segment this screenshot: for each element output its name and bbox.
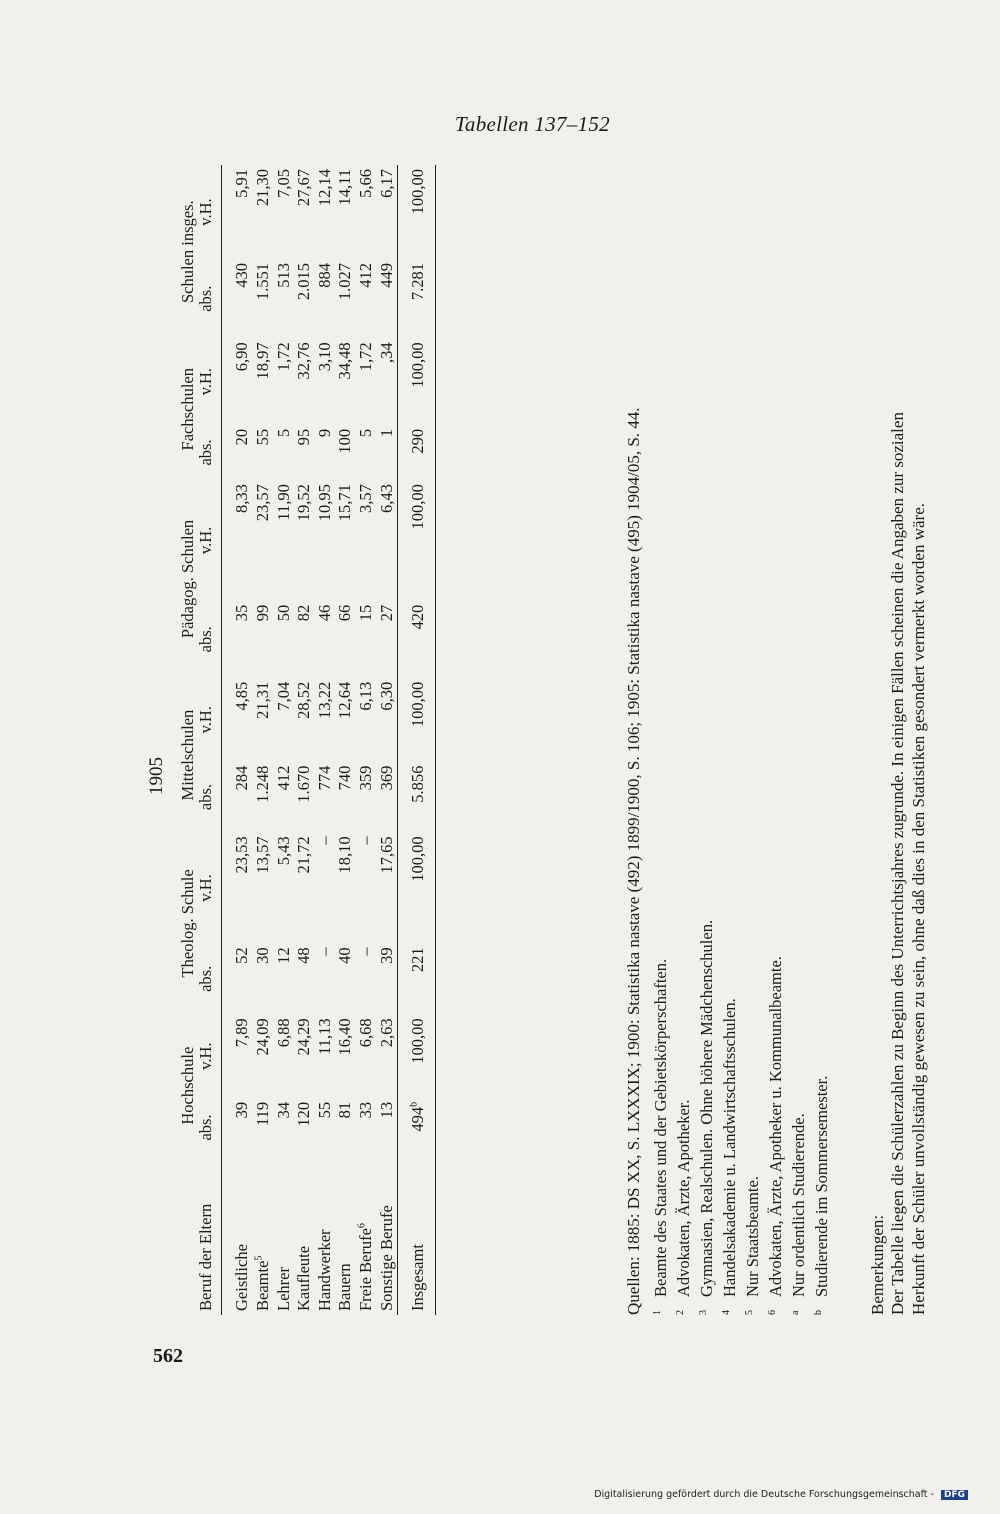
footnote: [789, 165, 810, 1315]
table-cell: 21,72: [294, 836, 314, 874]
total-row: [398, 165, 436, 1315]
table-cell: 34: [273, 1101, 293, 1119]
table-cell: –: [314, 947, 334, 956]
table-cell: 33: [356, 1101, 376, 1119]
total-cell: 7.281: [398, 259, 436, 338]
total-cell: 5.856: [398, 762, 436, 833]
column-header-group: Theolog. Schule: [178, 869, 197, 978]
column-header-group: Schulen insges.: [178, 200, 197, 304]
table-cell: 30: [252, 947, 272, 964]
table-cell: 774: [314, 765, 334, 791]
row-label: [356, 1157, 377, 1315]
table-cell: 13,57: [252, 836, 272, 874]
table-cell: 1,72: [273, 342, 293, 372]
row-label-text: Beamte: [252, 1260, 272, 1311]
table-row: [274, 165, 295, 1315]
table-cell: 369: [376, 765, 396, 791]
table-cell: 55: [252, 428, 272, 446]
table-cell: –: [356, 836, 376, 845]
table-cell: 12,14: [314, 169, 334, 207]
table-cell: 3,10: [314, 342, 334, 372]
total-cell: 290: [398, 425, 436, 480]
table-cell: 740: [335, 765, 355, 791]
table-cell: 2.015: [294, 263, 314, 301]
table-cell: 6,68: [356, 1018, 376, 1048]
subheader-vh: v.H.: [197, 678, 222, 762]
table-cell: 55: [314, 1101, 334, 1119]
row-label: [274, 1157, 295, 1315]
table-cell: 39: [376, 947, 396, 964]
table-cell: 5: [356, 428, 376, 438]
table-cell: 9: [314, 428, 334, 438]
row-label-text: Kaufleute: [294, 1245, 314, 1311]
table-cell: 120: [294, 1101, 314, 1127]
table-row: [222, 165, 253, 1315]
subheader-vh: v.H.: [197, 165, 222, 259]
row-label-text: Sonstige Berufe: [376, 1205, 396, 1311]
footnote-text: Nur ordentlich Studierende.: [789, 1113, 808, 1297]
table-cell: 40: [335, 947, 355, 964]
table-cell: 5: [273, 428, 293, 438]
footnote-mark: 3: [697, 1310, 709, 1315]
table-cell: 1.670: [294, 765, 314, 803]
subheader-abs: abs.: [197, 762, 222, 833]
sources-line: Quellen: 1885: DS XX, S. LXXXIX; 1900: Statistika nastave (492) 1899/1900, S. 106; 1905: Statistika nastave (495) 1904/05, S. 44.: [624, 407, 643, 1315]
footnote-text: Nur Staatsbeamte.: [743, 1176, 762, 1297]
row-label-text: Freie Berufe: [356, 1228, 376, 1311]
table-cell: 7,89: [232, 1018, 252, 1048]
table-row: [315, 165, 336, 1315]
table-cell: 5,43: [273, 836, 293, 866]
total-cell: 100,00: [398, 338, 436, 424]
table-cell: 95: [294, 428, 314, 446]
table-cell: 12: [273, 947, 293, 964]
table-cell: 284: [232, 765, 252, 791]
table-cell: 6,43: [376, 484, 396, 513]
footnote-mark: 6: [766, 1310, 778, 1315]
row-label-text: Handwerker: [314, 1229, 334, 1311]
column-header-group: Pädagog. Schulen: [178, 519, 197, 639]
table-cell: 1.248: [252, 765, 272, 803]
table-cell: 15: [356, 604, 376, 622]
total-cell: 420: [398, 601, 436, 678]
table-cell: 2,63: [376, 1018, 396, 1048]
column-header-group: Fachschulen: [178, 368, 197, 451]
table-cell: 4,85: [232, 681, 252, 711]
table-cell: 52: [232, 947, 252, 964]
digitization-footer: [594, 1489, 968, 1500]
footnote: [697, 165, 718, 1315]
row-label: [377, 1157, 398, 1315]
table-cell: 1.551: [252, 263, 272, 301]
footnote-mark: 1: [651, 1310, 663, 1315]
table-cell: 66: [335, 604, 355, 622]
footnote-text: Gymnasien, Realschulen. Ohne höhere Mädchenschulen.: [697, 919, 716, 1297]
footnote-mark: a: [789, 1310, 801, 1315]
table-cell: 359: [356, 765, 376, 791]
total-first-value: 494: [408, 1106, 428, 1132]
table-cell: 28,52: [294, 681, 314, 719]
table-cell: 32,76: [294, 342, 314, 380]
total-cell: 100,00: [398, 678, 436, 762]
total-label: Insgesamt: [398, 1157, 436, 1315]
row-label: [294, 1157, 315, 1315]
table-cell: 17,65: [376, 836, 396, 874]
table-cell: 15,71: [335, 484, 355, 522]
row-label: [253, 1157, 274, 1315]
footnote-text: Handelsakademie u. Landwirtschaftsschulen.: [720, 998, 739, 1297]
table-cell: 6,30: [376, 681, 396, 711]
dfg-logo: DFG: [941, 1490, 968, 1500]
table-cell: 35: [232, 604, 252, 622]
total-cell: 221: [398, 943, 436, 1014]
table-cell: 34,48: [335, 342, 355, 380]
footnote-text: Studierende im Sommersemester.: [812, 1075, 831, 1297]
table-cell: 6,17: [376, 169, 396, 198]
row-label-text: Lehrer: [273, 1267, 293, 1311]
footnote-text: Advokaten, Ärzte, Apotheker.: [674, 1099, 693, 1297]
table-cell: 412: [273, 765, 293, 791]
table-cell: 5,66: [356, 169, 376, 198]
subheader-vh: v.H.: [197, 338, 222, 424]
table-row: [335, 165, 356, 1315]
rotated-table-block: [145, 165, 929, 1315]
table-cell: 16,40: [335, 1018, 355, 1056]
table-cell: 12,64: [335, 681, 355, 719]
table-cell: 20: [232, 428, 252, 446]
remarks-text: [887, 165, 930, 1315]
footnote-text: Beamte des Staates und der Gebietskörperschaften.: [651, 958, 670, 1297]
table-cell: 513: [273, 263, 293, 288]
table-cell: 21,30: [252, 169, 272, 207]
table-cell: 11,90: [273, 484, 293, 521]
table-cell: 27: [376, 604, 396, 622]
footnote-ref: 6: [356, 1223, 368, 1229]
table-cell: 48: [294, 947, 314, 964]
footnote-text: Advokaten, Ärzte, Apotheker u. Kommunalbeamte.: [766, 956, 785, 1297]
table-row: [356, 165, 377, 1315]
table-cell: 24,29: [294, 1018, 314, 1056]
row-label-text: Bauern: [335, 1263, 355, 1311]
table-cell: 18,97: [252, 342, 272, 380]
table-cell: 13: [376, 1101, 396, 1119]
table-cell: 23,57: [252, 484, 272, 522]
footnote: [743, 165, 764, 1315]
table-row: [253, 165, 274, 1315]
table-cell: 11,13: [314, 1018, 334, 1055]
footnote-mark: 2: [674, 1310, 686, 1315]
subheader-abs: abs.: [197, 259, 222, 338]
total-cell: 100,00: [398, 480, 436, 601]
table-cell: 39: [232, 1101, 252, 1119]
table-cell: 119: [252, 1101, 272, 1127]
table-cell: 21,31: [252, 681, 272, 719]
table-cell: 14,11: [335, 169, 355, 206]
table-cell: 100: [335, 428, 355, 454]
footnote-ref: b: [408, 1101, 420, 1107]
row-label: [335, 1157, 356, 1315]
footnote-mark: b: [812, 1310, 824, 1315]
footnote: [766, 165, 787, 1315]
table-cell: 50: [273, 604, 293, 622]
subheader-vh: v.H.: [197, 480, 222, 601]
table-cell: 1.027: [335, 263, 355, 301]
table-cell: 19,52: [294, 484, 314, 522]
remarks-line-1: Der Tabelle liegen die Schülerzahlen zu Beginn des Unterrichtsjahres zugrunde. In einigen Fällen scheinen die Angaben zur sozialen: [888, 412, 907, 1315]
footnote-mark: 5: [743, 1310, 755, 1315]
remarks-line-2: Herkunft der Schüler unvollständig gewesen zu sein, ohne daß dies in den Statistiken gesondert vermerkt worden wäre.: [909, 503, 929, 1315]
table-cell: 5,91: [232, 169, 252, 198]
row-label-text: Geistliche: [232, 1244, 252, 1311]
table-cell: 23,53: [232, 836, 252, 874]
table-row: [377, 165, 398, 1315]
subheader-abs: abs.: [197, 943, 222, 1014]
page-number: 562: [153, 1345, 183, 1367]
table-body: [222, 165, 436, 1315]
row-label: [222, 1157, 253, 1315]
table-cell: 412: [356, 263, 376, 288]
table-cell: 81: [335, 1101, 355, 1119]
footnote: [674, 165, 695, 1315]
table-cell: –: [314, 836, 334, 845]
table-cell: 8,33: [232, 484, 252, 513]
table-cell: –: [356, 947, 376, 956]
table-cell: ,34: [376, 342, 396, 364]
table-cell: 884: [314, 263, 334, 288]
footnote: [812, 165, 833, 1315]
footnote: [651, 165, 672, 1315]
table-cell: 1,72: [356, 342, 376, 372]
subheader-vh: v.H.: [197, 1014, 222, 1098]
table-cell: 27,67: [294, 169, 314, 207]
total-cell: 100,00: [398, 1014, 436, 1098]
table-cell: 24,09: [252, 1018, 272, 1056]
footnote-ref: 5: [253, 1255, 265, 1261]
table-cell: 6,88: [273, 1018, 293, 1048]
remarks-title: Bemerkungen:: [868, 1214, 887, 1315]
subheader-abs: abs.: [197, 425, 222, 480]
subheader-abs: abs.: [197, 601, 222, 678]
table-cell: 449: [376, 263, 396, 288]
footer-text: Digitalisierung gefördert durch die Deutsche Forschungsgemeinschaft -: [594, 1489, 934, 1500]
table-cell: 46: [314, 604, 334, 622]
column-header-group: Mittelschulen: [178, 709, 197, 801]
total-cell: [398, 1098, 436, 1157]
table-cell: 3,57: [356, 484, 376, 513]
table-row: [294, 165, 315, 1315]
table-cell: 18,10: [335, 836, 355, 874]
table-cell: 10,95: [314, 484, 334, 522]
row-label: [315, 1157, 336, 1315]
table-cell: 13,22: [314, 681, 334, 719]
table-cell: 7,04: [273, 681, 293, 711]
table-cell: 82: [294, 604, 314, 622]
total-cell: 100,00: [398, 832, 436, 943]
footnote-mark: 4: [720, 1310, 732, 1315]
table-cell: 6,90: [232, 342, 252, 372]
total-cell: 100,00: [398, 165, 436, 259]
table-cell: 7,05: [273, 169, 293, 198]
column-header-beruf: Beruf der Eltern: [175, 1157, 222, 1315]
statistics-table: [175, 165, 436, 1315]
column-header-group: Hochschule: [178, 1046, 197, 1125]
footnote: [720, 165, 741, 1315]
subheader-abs: abs.: [197, 1098, 222, 1157]
running-header: Tabellen 137–152: [454, 112, 610, 136]
subheader-vh: v.H.: [197, 832, 222, 943]
table-cell: 99: [252, 604, 272, 622]
table-cell: 6,13: [356, 681, 376, 711]
table-cell: 1: [376, 428, 396, 438]
table-cell: 430: [232, 263, 252, 288]
year-label: 1905: [146, 757, 167, 795]
